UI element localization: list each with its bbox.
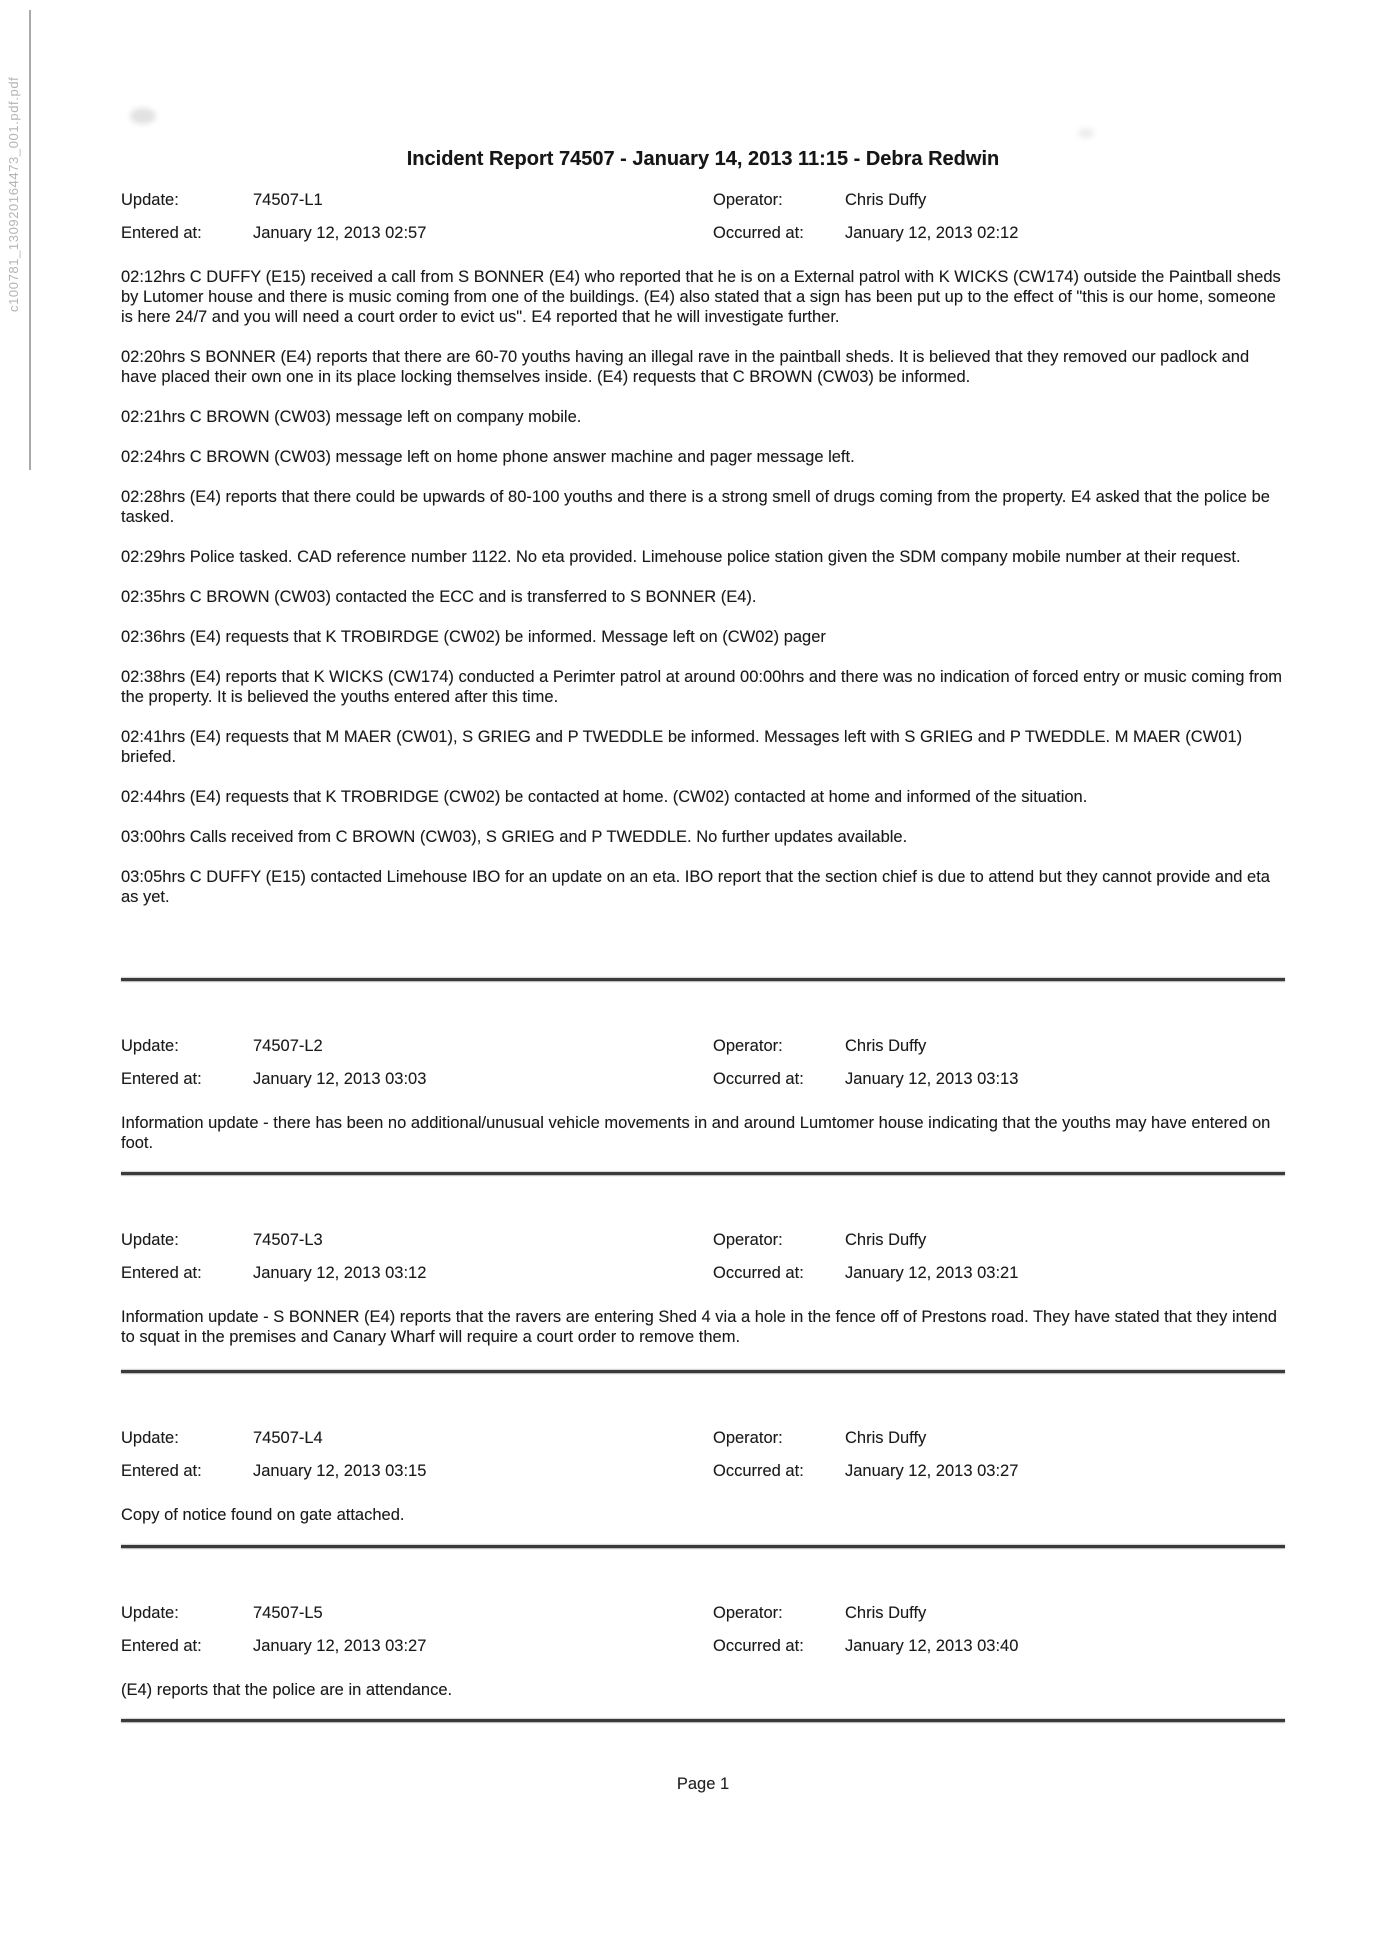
update-header-L3 xyxy=(121,1230,1285,1283)
log-entry: 02:12hrs C DUFFY (E15) received a call from S BONNER (E4) who reported that he is on a External patrol with K WICKS (CW174) outside the Paintball sheds by Lutomer house and there is music coming from one of the buildings. (E4) also stated that a sign has been put up to the effect of "this is our home, someone is here 24/7 and you will need a court order to evict us". E4 reported that he will investigate further. xyxy=(121,268,1281,326)
entered-at-label: Entered at: xyxy=(121,1462,202,1480)
section-divider xyxy=(121,1172,1285,1175)
operator-value: Chris Duffy xyxy=(845,191,927,209)
scan-gutter-line xyxy=(29,10,31,470)
operator-label: Operator: xyxy=(713,1429,783,1447)
update-header-L2 xyxy=(121,1036,1285,1089)
log-entry: 02:21hrs C BROWN (CW03) message left on company mobile. xyxy=(121,408,582,426)
operator-label: Operator: xyxy=(713,1604,783,1622)
section-divider xyxy=(121,1370,1285,1373)
entered-at-value: January 12, 2013 02:57 xyxy=(253,224,427,242)
operator-value: Chris Duffy xyxy=(845,1037,927,1055)
report-title: Incident Report 74507 - January 14, 2013 11:15 - Debra Redwin xyxy=(406,148,1000,170)
entered-at-value: January 12, 2013 03:12 xyxy=(253,1264,427,1282)
log-entry: 02:35hrs C BROWN (CW03) contacted the ECC and is transferred to S BONNER (E4). xyxy=(121,588,757,606)
update-value: 74507-L5 xyxy=(253,1604,323,1622)
log-entry: 02:20hrs S BONNER (E4) reports that there are 60-70 youths having an illegal rave in the paintball sheds. It is believed that they removed our padlock and have placed their own one in its place locking themselves inside. (E4) requests that C BROWN (CW03) be informed. xyxy=(121,348,1250,386)
operator-label: Operator: xyxy=(713,191,783,209)
log-entry: 02:41hrs (E4) requests that M MAER (CW01), S GRIEG and P TWEDDLE be informed. Messages left with S GRIEG and P TWEDDLE. M MAER (CW01) briefed. xyxy=(121,728,1243,766)
log-entry: 03:00hrs Calls received from C BROWN (CW03), S GRIEG and P TWEDDLE. No further updates available. xyxy=(121,828,908,846)
update-header-L4 xyxy=(121,1428,1285,1481)
update-header-L1 xyxy=(121,190,1285,243)
update-label: Update: xyxy=(121,1231,179,1249)
log-entry: Information update - S BONNER (E4) reports that the ravers are entering Shed 4 via a hole in the fence off of Prestons road. They have stated that they intend to squat in the premises and Canary Wharf will require a court order to remove them. xyxy=(121,1308,1277,1346)
log-entry: 02:38hrs (E4) reports that K WICKS (CW174) conducted a Perimter patrol at around 00:00hrs and there was no indication of forced entry or music coming from the property. It is believed the youths entered after this time. xyxy=(121,668,1283,706)
occurred-at-label: Occurred at: xyxy=(713,1264,804,1282)
operator-value: Chris Duffy xyxy=(845,1429,927,1447)
update-value: 74507-L1 xyxy=(253,191,323,209)
occurred-at-value: January 12, 2013 03:13 xyxy=(845,1070,1019,1088)
update-label: Update: xyxy=(121,1429,179,1447)
update-label: Update: xyxy=(121,191,179,209)
operator-value: Chris Duffy xyxy=(845,1604,927,1622)
update-label: Update: xyxy=(121,1037,179,1055)
log-entry: 02:24hrs C BROWN (CW03) message left on home phone answer machine and pager message left. xyxy=(121,448,855,466)
update-label: Update: xyxy=(121,1604,179,1622)
log-entry: Copy of notice found on gate attached. xyxy=(121,1506,405,1524)
occurred-at-label: Occurred at: xyxy=(713,1070,804,1088)
occurred-at-label: Occurred at: xyxy=(713,1637,804,1655)
occurred-at-value: January 12, 2013 02:12 xyxy=(845,224,1019,242)
update-value: 74507-L4 xyxy=(253,1429,323,1447)
update-header-L5 xyxy=(121,1603,1285,1656)
log-entry: Information update - there has been no additional/unusual vehicle movements in and around Lumtomer house indicating that the youths may have entered on foot. xyxy=(121,1114,1271,1152)
update-value: 74507-L3 xyxy=(253,1231,323,1249)
occurred-at-label: Occurred at: xyxy=(713,224,804,242)
update-value: 74507-L2 xyxy=(253,1037,323,1055)
occurred-at-value: January 12, 2013 03:21 xyxy=(845,1264,1019,1282)
operator-value: Chris Duffy xyxy=(845,1231,927,1249)
log-entry: (E4) reports that the police are in attendance. xyxy=(121,1681,453,1699)
scan-filename-label: c100781_130920164473_001.pdf.pdf xyxy=(6,76,21,312)
occurred-at-value: January 12, 2013 03:27 xyxy=(845,1462,1019,1480)
entered-at-label: Entered at: xyxy=(121,1637,202,1655)
entered-at-label: Entered at: xyxy=(121,1264,202,1282)
section-divider xyxy=(121,1545,1285,1548)
section-divider xyxy=(121,978,1285,981)
entered-at-label: Entered at: xyxy=(121,1070,202,1088)
occurred-at-label: Occurred at: xyxy=(713,1462,804,1480)
entered-at-value: January 12, 2013 03:27 xyxy=(253,1637,427,1655)
entered-at-label: Entered at: xyxy=(121,224,202,242)
log-entry: 02:44hrs (E4) requests that K TROBRIDGE (CW02) be contacted at home. (CW02) contacted at home and informed of the situation. xyxy=(121,788,1088,806)
log-entry: 02:28hrs (E4) reports that there could be upwards of 80-100 youths and there is a strong smell of drugs coming from the property. E4 asked that the police be tasked. xyxy=(121,488,1270,526)
operator-label: Operator: xyxy=(713,1037,783,1055)
log-entry: 02:36hrs (E4) requests that K TROBIRDGE (CW02) be informed. Message left on (CW02) pager xyxy=(121,628,826,646)
section-divider xyxy=(121,1719,1285,1722)
occurred-at-value: January 12, 2013 03:40 xyxy=(845,1637,1019,1655)
log-entry: 02:29hrs Police tasked. CAD reference number 1122. No eta provided. Limehouse police station given the SDM company mobile number at their request. xyxy=(121,548,1241,566)
operator-label: Operator: xyxy=(713,1231,783,1249)
log-entry: 03:05hrs C DUFFY (E15) contacted Limehouse IBO for an update on an eta. IBO report that the section chief is due to attend but they cannot provide and eta as yet. xyxy=(121,868,1270,906)
entered-at-value: January 12, 2013 03:15 xyxy=(253,1462,427,1480)
page-number: Page 1 xyxy=(676,1775,730,1793)
entered-at-value: January 12, 2013 03:03 xyxy=(253,1070,427,1088)
report-page-content xyxy=(121,0,1285,1794)
